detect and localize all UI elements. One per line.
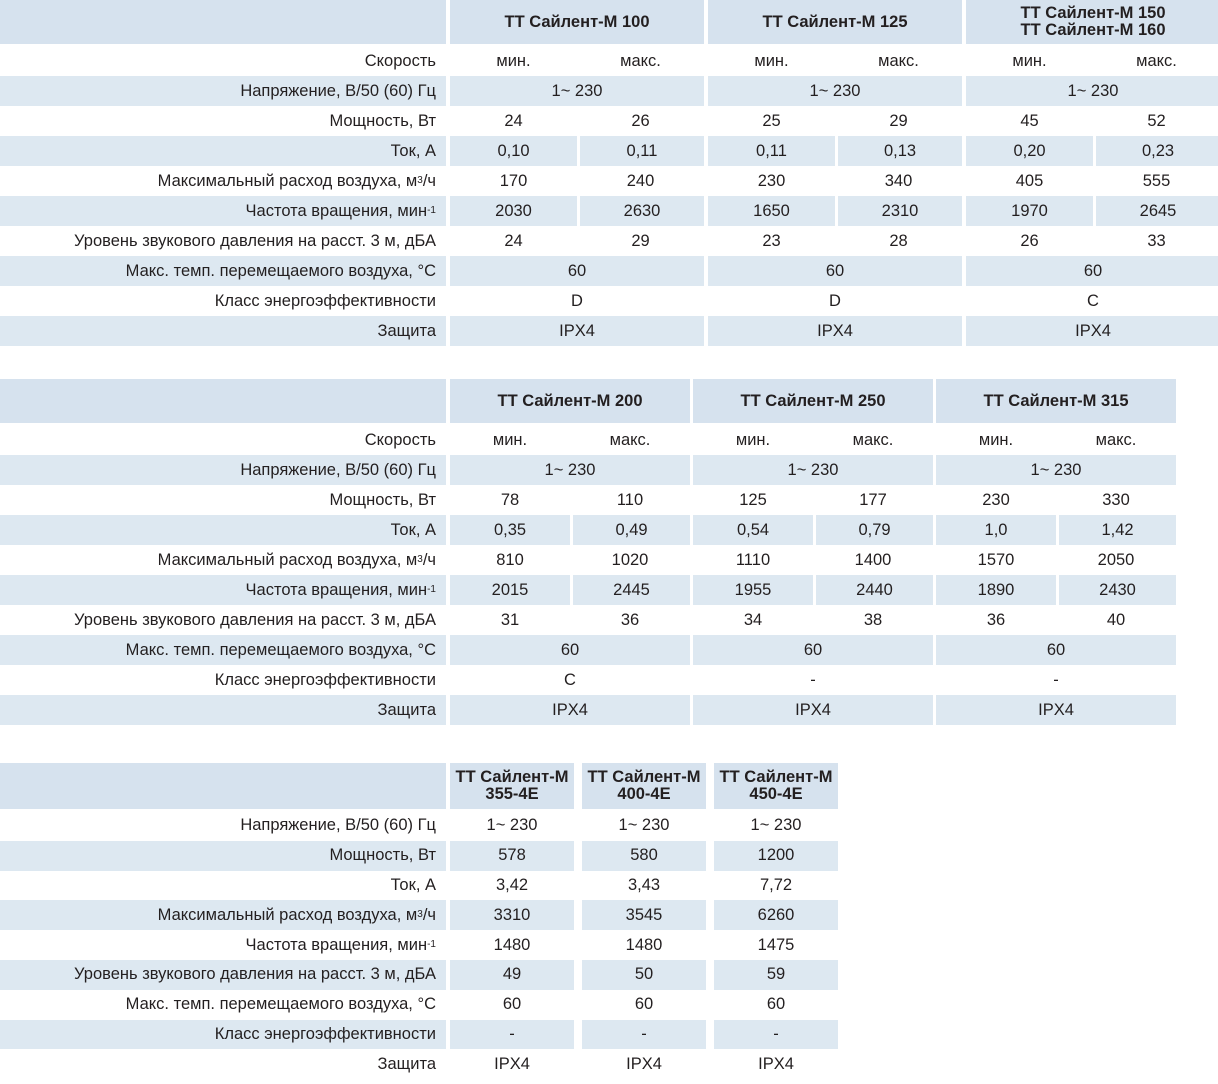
value-cell: 1~ 230: [936, 455, 1176, 485]
value-cell: 1~ 230: [693, 455, 933, 485]
row-label-text: Макс. темп. перемещаемого воздуха, °С: [125, 640, 436, 659]
unit-tail: /ч: [422, 550, 436, 569]
value-cell: 33: [1147, 231, 1166, 250]
value-cell: 1475: [757, 935, 795, 954]
model-name-line: ТТ Сайлент-М 250: [740, 391, 886, 410]
value-cell: 810: [496, 550, 524, 569]
value-cell: 2645: [1096, 196, 1218, 226]
model-header: [966, 0, 1218, 44]
header-label-cell: [0, 0, 446, 44]
row-label-text: Ток, А: [390, 520, 436, 539]
unit-tail: /ч: [422, 171, 436, 190]
value-cell: 29: [631, 231, 650, 250]
value-cell: 23: [762, 231, 781, 250]
model-name-line: ТТ Сайлент-М 100: [504, 12, 650, 31]
value-cell: 60: [450, 635, 690, 665]
row-label-text: Макс. темп. перемещаемого воздуха, °С: [125, 995, 436, 1014]
value-cell: 2445: [573, 575, 690, 605]
value-cell: 1480: [493, 935, 531, 954]
model-name-line: ТТ Сайлент-М 160: [1020, 21, 1166, 39]
value-cell: 60: [693, 635, 933, 665]
value-cell: 2015: [450, 575, 570, 605]
row-label-noise: [0, 960, 446, 990]
row-label-temp: [0, 635, 446, 665]
value-cell: 0,35: [450, 515, 570, 545]
row-label-voltage: [0, 455, 446, 485]
row-label-text: Максимальный расход воздуха, м: [157, 905, 418, 924]
row-label-text: Напряжение, В/50 (60) Гц: [240, 81, 436, 100]
row-label-text: Макс. темп. перемещаемого воздуха, °С: [125, 261, 436, 280]
value-cell: 60: [766, 995, 786, 1014]
value-cell: 40: [1106, 610, 1126, 629]
value-cell: 1,0: [936, 515, 1056, 545]
value-cell: 36: [986, 610, 1006, 629]
value-cell: 1110: [735, 550, 771, 569]
value-cell: 3,43: [627, 875, 661, 894]
row-label-text: Максимальный расход воздуха, м: [157, 171, 418, 190]
row-label-rpm: Частота вращения, мин -1: [0, 196, 446, 226]
speed-label: макс.: [620, 51, 661, 70]
value-cell: 28: [889, 231, 908, 250]
value-cell: 1~ 230: [450, 76, 704, 106]
value-cell: 580: [582, 841, 706, 871]
speed-label: мин.: [978, 430, 1014, 449]
value-cell: -: [582, 1020, 706, 1050]
row-label-text: Мощность, Вт: [329, 846, 436, 865]
model-name-line: ТТ Сайлент-М: [719, 768, 833, 786]
row-label-text: Напряжение, В/50 (60) Гц: [240, 816, 436, 835]
value-cell: 1970: [966, 196, 1093, 226]
row-label-text: Класс энергоэффективности: [214, 670, 436, 689]
row-label-power: [0, 841, 446, 871]
value-cell: D: [571, 291, 583, 310]
row-label-text: Класс энергоэффективности: [214, 1024, 436, 1043]
row-label-voltage: [0, 76, 446, 106]
value-cell: 1400: [854, 550, 892, 569]
row-label-airflow: Максимальный расход воздуха, м 3 /ч: [157, 550, 436, 569]
row-label-text: Мощность, Вт: [329, 490, 436, 509]
model-name-line: ТТ Сайлент-М 200: [497, 391, 643, 410]
speed-label: мин.: [754, 51, 789, 70]
speed-label: мин.: [1012, 51, 1047, 70]
value-cell: 24: [504, 231, 523, 250]
row-label-text: Уровень звукового давления на расст. 3 м, дБА: [74, 231, 436, 250]
value-cell: 2030: [450, 196, 577, 226]
value-cell: 0,11: [580, 136, 704, 166]
value-cell: 50: [582, 960, 706, 990]
value-cell: 170: [499, 171, 528, 190]
value-cell: 38: [863, 610, 883, 629]
row-label-noise: [0, 226, 446, 256]
spec-table-2: [0, 379, 1218, 725]
row-label-energy: [0, 286, 446, 316]
model-name-line: ТТ Сайлент-М: [455, 768, 569, 786]
value-cell: 1~ 230: [450, 455, 690, 485]
model-name-line: 355-4E: [485, 785, 539, 803]
row-label-airflow: Максимальный расход воздуха, м 3 /ч: [157, 171, 436, 190]
value-cell: 125: [739, 490, 767, 509]
value-cell: 26: [1020, 231, 1039, 250]
value-cell: 230: [982, 490, 1010, 509]
model-name-line: 450-4E: [749, 785, 803, 803]
row-label-text: Уровень звукового давления на расст. 3 м, дБА: [74, 965, 436, 984]
value-cell: 330: [1102, 490, 1130, 509]
model-header: [450, 763, 574, 809]
model-name-line: ТТ Сайлент-М: [587, 768, 701, 786]
value-cell: 2440: [816, 575, 933, 605]
value-cell: 1020: [611, 550, 649, 569]
value-cell: 230: [757, 171, 786, 190]
speed-label: макс.: [852, 430, 894, 449]
row-label-temp: [0, 256, 446, 286]
value-cell: 3310: [450, 900, 574, 930]
value-cell: 29: [889, 111, 908, 130]
value-cell: 0,54: [693, 515, 813, 545]
value-cell: 60: [936, 635, 1176, 665]
value-cell: 36: [620, 610, 640, 629]
row-label-protection: [0, 695, 446, 725]
row-label-current: [0, 136, 446, 166]
value-cell: 0,20: [966, 136, 1093, 166]
row-label-text: Класс энергоэффективности: [214, 291, 436, 310]
unit-tail: /ч: [422, 905, 436, 924]
model-header: [693, 379, 933, 423]
spec-table-3: [0, 763, 1218, 1079]
model-header: [708, 0, 962, 44]
row-label-current: [0, 515, 446, 545]
value-cell: 1570: [977, 550, 1015, 569]
row-label-text: Напряжение, В/50 (60) Гц: [240, 460, 436, 479]
row-label-text: Частота вращения, мин: [245, 201, 428, 220]
value-cell: 60: [634, 995, 654, 1014]
value-cell: -: [810, 670, 816, 689]
value-cell: 1~ 230: [618, 816, 670, 835]
row-label-temp: [0, 990, 446, 1020]
value-cell: IPX4: [494, 1054, 530, 1073]
value-cell: 340: [884, 171, 913, 190]
value-cell: IPX4: [708, 316, 962, 346]
value-cell: -: [1053, 670, 1059, 689]
value-cell: C: [1087, 291, 1099, 310]
model-header: [450, 0, 704, 44]
value-cell: 45: [1020, 111, 1039, 130]
value-cell: 34: [743, 610, 763, 629]
value-cell: 578: [450, 841, 574, 871]
speed-label: макс.: [609, 430, 651, 449]
value-cell: 2430: [1059, 575, 1176, 605]
value-cell: C: [564, 670, 576, 689]
row-label-power: [0, 106, 446, 136]
value-cell: 2310: [838, 196, 962, 226]
value-cell: 555: [1142, 171, 1171, 190]
value-cell: IPX4: [450, 316, 704, 346]
value-cell: 60: [502, 995, 522, 1014]
model-name-line: ТТ Сайлент-М 125: [762, 12, 908, 31]
row-label-text: Защита: [377, 321, 436, 340]
header-label-cell: [0, 379, 446, 423]
model-header: [450, 379, 690, 423]
row-label-text: Частота вращения, мин: [245, 580, 428, 599]
value-cell: 60: [708, 256, 962, 286]
row-label-text: Максимальный расход воздуха, м: [157, 550, 418, 569]
value-cell: 49: [450, 960, 574, 990]
row-label-text: Уровень звукового давления на расст. 3 м, дБА: [74, 610, 436, 629]
value-cell: 0,10: [450, 136, 577, 166]
value-cell: -: [714, 1020, 838, 1050]
value-cell: 1480: [625, 935, 663, 954]
value-cell: 24: [504, 111, 523, 130]
value-cell: 0,79: [816, 515, 933, 545]
row-label-speed: Скорость: [364, 430, 436, 449]
row-label-text: Ток, А: [390, 141, 436, 160]
row-label-airflow: Максимальный расход воздуха, м 3 /ч: [0, 900, 446, 930]
value-cell: 1~ 230: [966, 76, 1218, 106]
row-label-rpm: Частота вращения, мин -1: [245, 935, 436, 954]
value-cell: 31: [500, 610, 520, 629]
value-cell: IPX4: [966, 316, 1218, 346]
value-cell: IPX4: [758, 1054, 794, 1073]
model-name-line: 400-4E: [617, 785, 671, 803]
speed-label: мин.: [735, 430, 771, 449]
value-cell: 1,42: [1059, 515, 1176, 545]
row-label-text: Защита: [377, 1054, 436, 1073]
value-cell: 26: [631, 111, 650, 130]
value-cell: IPX4: [693, 695, 933, 725]
value-cell: 7,72: [759, 875, 793, 894]
value-cell: 60: [450, 256, 704, 286]
model-name-line: ТТ Сайлент-М 150: [1020, 4, 1166, 22]
value-cell: 25: [762, 111, 781, 130]
speed-label: мин.: [492, 430, 528, 449]
row-label-voltage: [0, 811, 446, 841]
value-cell: 405: [1015, 171, 1044, 190]
value-cell: 1~ 230: [708, 76, 962, 106]
row-label-protection: [0, 316, 446, 346]
value-cell: 2050: [1097, 550, 1135, 569]
header-label-cell: [0, 763, 446, 809]
value-cell: IPX4: [626, 1054, 662, 1073]
value-cell: 78: [500, 490, 520, 509]
spec-table-1: [0, 0, 1218, 346]
value-cell: 3545: [582, 900, 706, 930]
model-header: [936, 379, 1176, 423]
model-header: [582, 763, 706, 809]
value-cell: 240: [626, 171, 655, 190]
value-cell: 60: [966, 256, 1218, 286]
row-label-energy: [0, 1020, 446, 1050]
value-cell: 0,11: [708, 136, 835, 166]
value-cell: 52: [1147, 111, 1166, 130]
value-cell: IPX4: [936, 695, 1176, 725]
value-cell: 6260: [714, 900, 838, 930]
speed-label: макс.: [1136, 51, 1177, 70]
value-cell: 110: [616, 490, 644, 509]
speed-label: макс.: [1095, 430, 1137, 449]
value-cell: 1890: [936, 575, 1056, 605]
value-cell: 2630: [580, 196, 704, 226]
row-label-noise: [0, 605, 446, 635]
row-label-text: Ток, А: [390, 875, 436, 894]
value-cell: -: [450, 1020, 574, 1050]
value-cell: 0,23: [1096, 136, 1218, 166]
value-cell: 1200: [714, 841, 838, 871]
value-cell: D: [829, 291, 841, 310]
row-label-energy: [0, 665, 446, 695]
row-label-current: [0, 871, 446, 901]
value-cell: 0,13: [838, 136, 962, 166]
row-label-text: Мощность, Вт: [329, 111, 436, 130]
value-cell: 3,42: [495, 875, 529, 894]
value-cell: IPX4: [450, 695, 690, 725]
speed-label: макс.: [878, 51, 919, 70]
row-label-rpm: Частота вращения, мин -1: [0, 575, 446, 605]
value-cell: 1~ 230: [750, 816, 802, 835]
row-label-power: [0, 485, 446, 515]
model-name-line: ТТ Сайлент-М 315: [983, 391, 1129, 410]
row-label-speed: Скорость: [364, 51, 436, 70]
speed-label: мин.: [496, 51, 531, 70]
value-cell: 0,49: [573, 515, 690, 545]
value-cell: 177: [859, 490, 887, 509]
value-cell: 59: [714, 960, 838, 990]
row-label-text: Защита: [377, 700, 436, 719]
value-cell: 1~ 230: [486, 816, 538, 835]
value-cell: 1955: [693, 575, 813, 605]
model-header: [714, 763, 838, 809]
value-cell: 1650: [708, 196, 835, 226]
row-label-text: Частота вращения, мин: [245, 935, 428, 954]
row-label-protection: [0, 1049, 446, 1079]
